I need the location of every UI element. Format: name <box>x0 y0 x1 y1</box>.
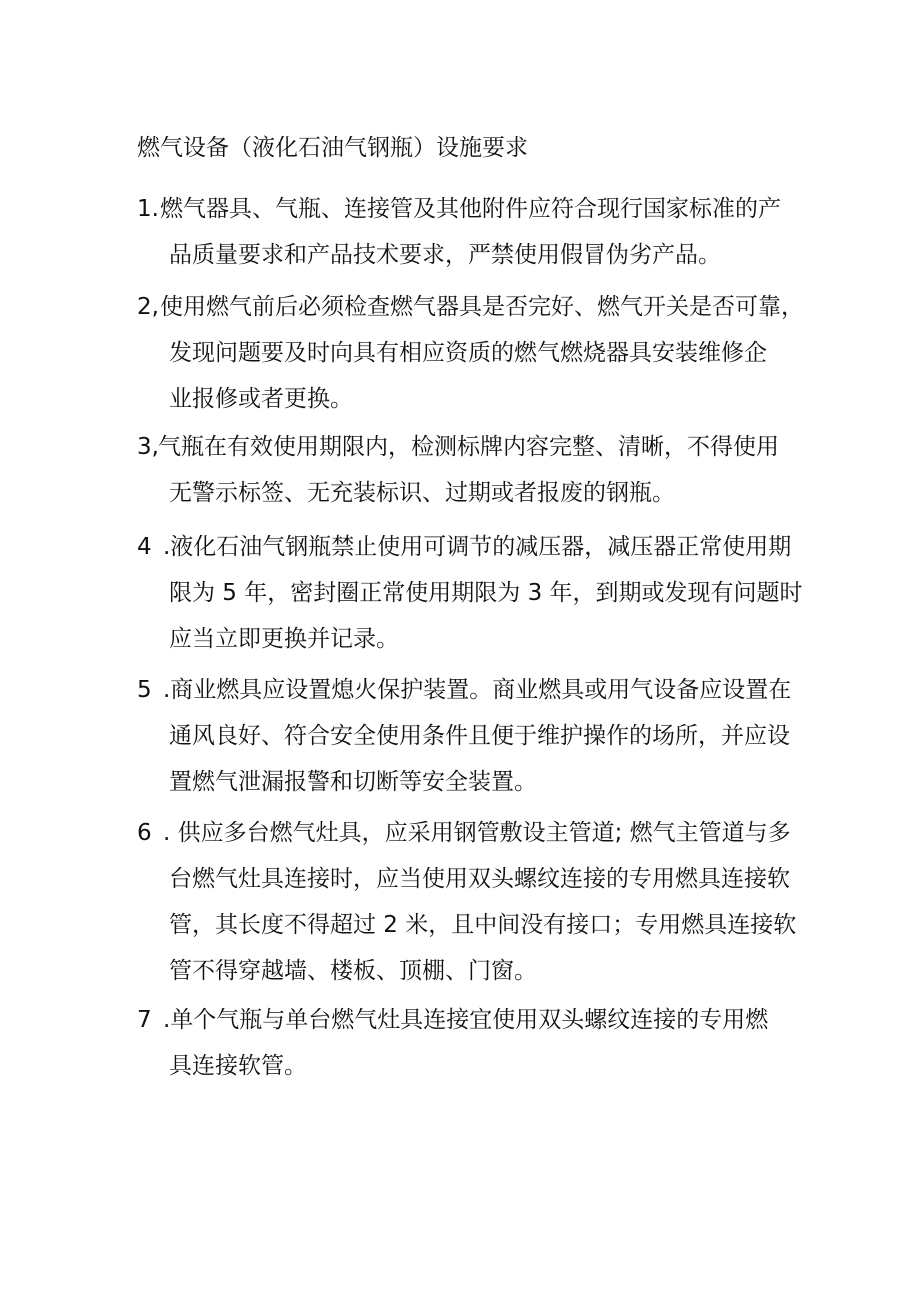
item-number: 3, <box>137 434 159 460</box>
item-line: 业报修或者更换。 <box>169 386 353 412</box>
item-line: 发现问题要及时向具有相应资质的燃气燃烧器具安装维修企 <box>169 340 767 366</box>
item-number: 2, <box>137 294 159 320</box>
document-title: 燃气设备（液化石油气钢瓶）设施要求 <box>137 135 528 161</box>
item-number: 5 <box>137 677 152 703</box>
item-number: 4 <box>137 534 152 560</box>
item-line: .单个气瓶与单台燃气灶具连接宜使用双头螺纹连接的专用燃 <box>163 1007 769 1033</box>
item-line: 品质量要求和产品技术要求，严禁使用假冒伪劣产品。 <box>169 242 721 268</box>
item-line: .液化石油气钢瓶禁止使用可调节的减压器，减压器正常使用期 <box>163 534 792 560</box>
item-line: 使用燃气前后必须检查燃气器具是否完好、燃气开关是否可靠， <box>160 294 804 320</box>
item-number: 7 <box>137 1007 152 1033</box>
item-line: 燃气器具、气瓶、连接管及其他附件应符合现行国家标准的产 <box>160 196 781 222</box>
item-line: 具连接软管。 <box>169 1053 307 1079</box>
item-line: . 供应多台燃气灶具，应采用钢管敷设主管道; 燃气主管道与多 <box>163 820 791 846</box>
item-line: 台燃气灶具连接时，应当使用双头螺纹连接的专用燃具连接软 <box>169 866 790 892</box>
item-line: 置燃气泄漏报警和切断等安全装置。 <box>169 769 537 795</box>
item-line: 管不得穿越墙、楼板、顶棚、门窗。 <box>169 958 537 984</box>
item-line: 限为 5 年，密封圈正常使用期限为 3 年，到期或发现有问题时 <box>169 580 803 606</box>
item-line: .商业燃具应设置熄火保护装置。商业燃具或用气设备应设置在 <box>163 677 792 703</box>
item-line: 管，其长度不得超过 2 米，且中间没有接口；专用燃具连接软 <box>169 912 797 938</box>
item-line: 通风良好、符合安全使用条件且便于维护操作的场所，并应设 <box>169 723 790 749</box>
item-line: 无警示标签、无充装标识、过期或者报废的钢瓶。 <box>169 480 675 506</box>
item-number: 1. <box>137 196 159 222</box>
item-number: 6 <box>137 820 152 846</box>
item-line: 气瓶在有效使用期限内，检测标牌内容完整、清晰，不得使用 <box>158 434 779 460</box>
item-line: 应当立即更换并记录。 <box>169 626 399 652</box>
